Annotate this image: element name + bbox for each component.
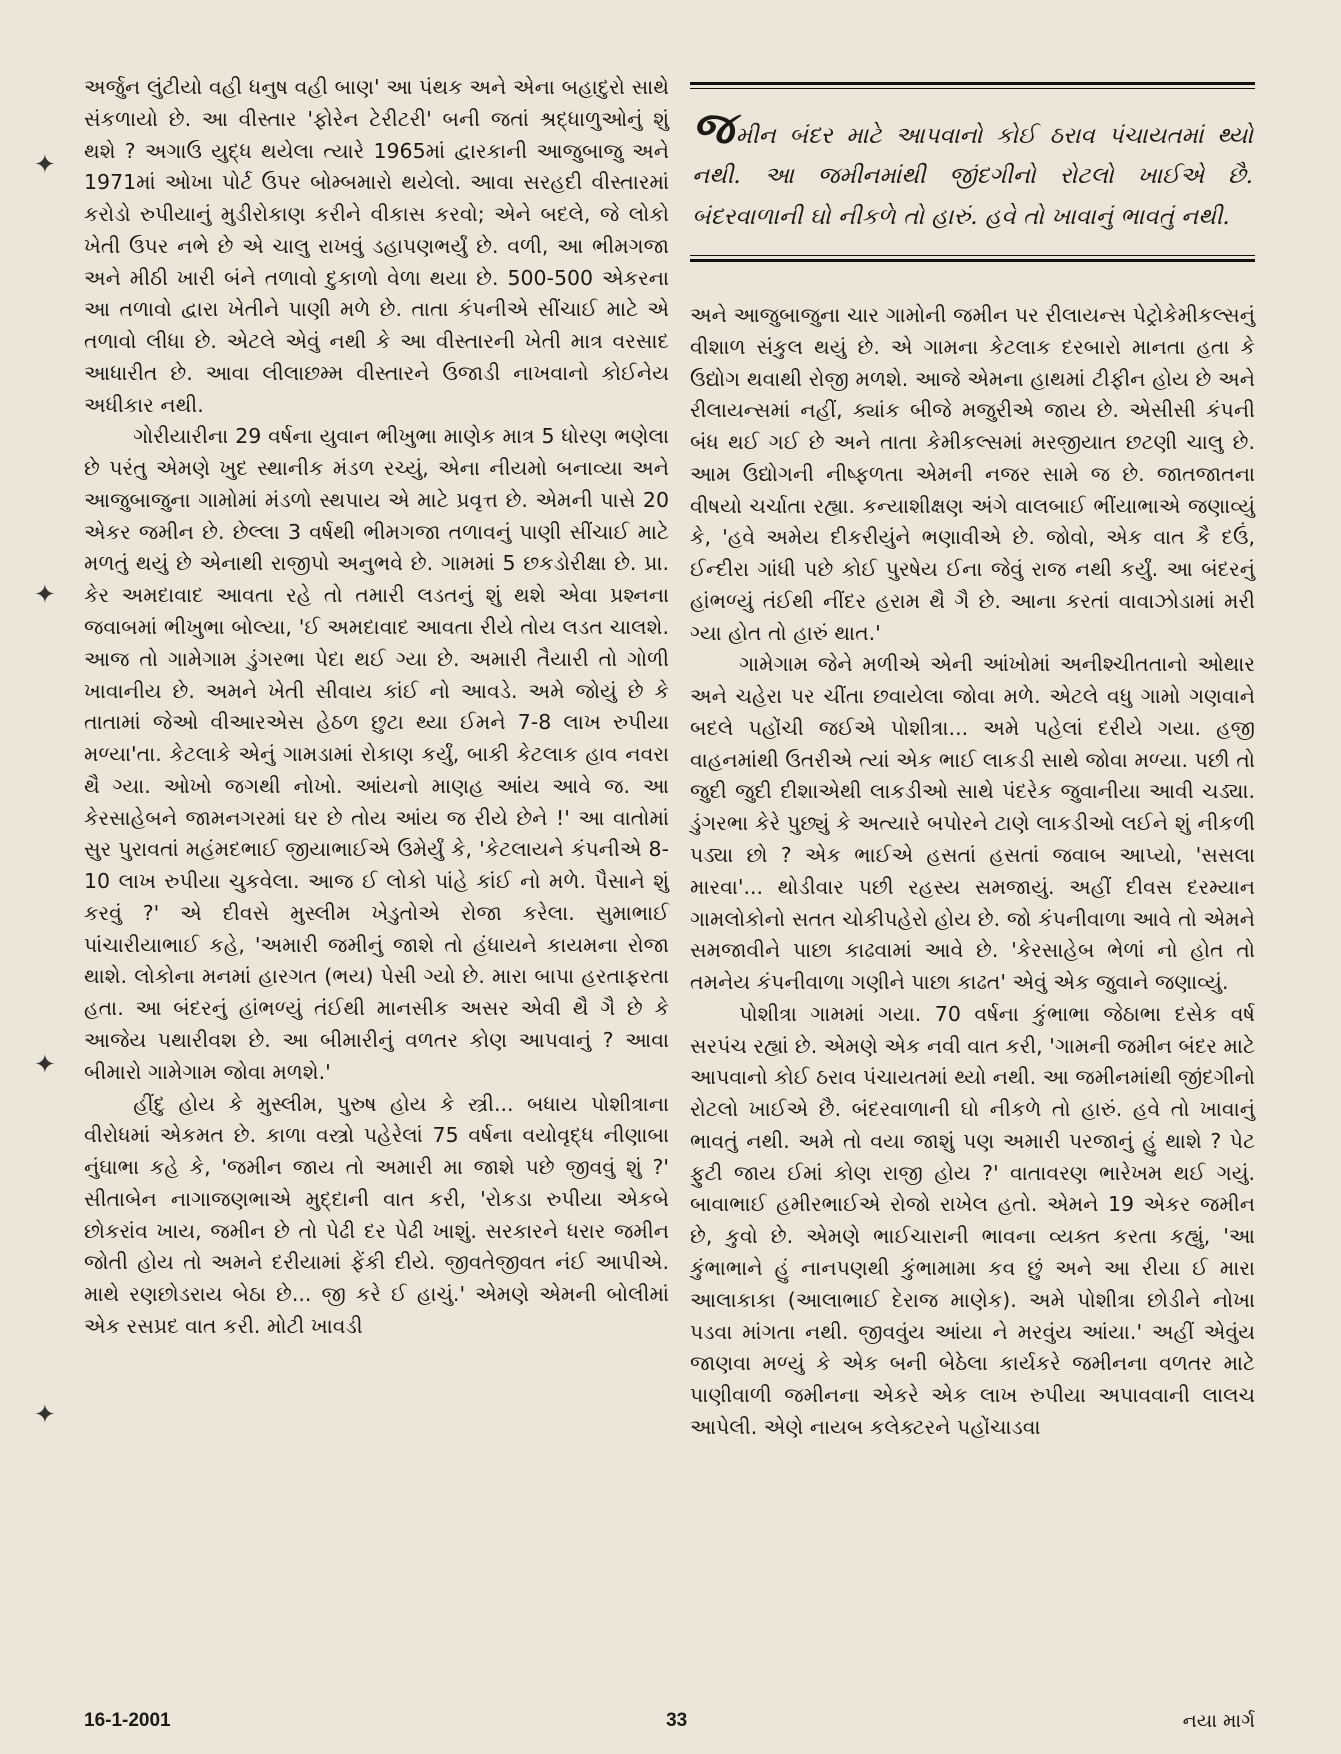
paragraph: પોશીત્રા ગામમાં ગયા. 70 વર્ષના કુંભાભા જેઠાભા દસેક વર્ષ સરપંચ રહ્યાં છે. એમણે એક નવી વાત કરી, 'ગામની જમીન બંદર માટે આપવાનો કોઈ ઠરાવ પંચાયતમાં થ્યો નથી. આ જમીનમાંથી જીંદગીનો રોટલો ખાઈએ છૈ. બંદરવાળાની ઘો નીકળે તો હારું. હવે તો ખાવાનું ભાવતું નથી. અમે તો વયા જાશું પણ અમારી પરજાનું હું થાશે ? પેટ ફુટી જાય ઈમાં કોણ રાજી હોય ?' વાતાવરણ ભારેખમ થઈ ગયું. બાવાભાઈ હમીરભાઈએ રોજો રાખેલ હતો. એમને 19 એકર જમીન છે, કુવો છે. એમણે ભાઈચારાની ભાવના વ્યક્ત કરતા કહ્યું, 'આ કુંભાભાને હું નાનપણથી કુંભામામા કવ છું અને આ રીયા ઈ મારા આલાકાકા (આલાભાઈ દેરાજ માણેક). અમે પોશીત્રા છોડીને નોખા પડવા માંગતા નથી. જીવવુંય આંયા ને મરવુંય આંયા.' અહીં એવુંય જાણવા મળ્યું કે એક બની બેઠેલા કાર્યકરે જમીનના વળતર માટે પાણીવાળી જમીનના એકરે એક લાખ રુપીયા અપાવવાની લાલચ આપેલી. એણે નાયબ કલેક્ટરને પહોંચાડવા (690, 1001, 1255, 1439)
page-footer (84, 1710, 1255, 1732)
right-column (690, 300, 1255, 1444)
pencil-mark-icon: ✦ (34, 580, 56, 610)
paragraph: ગામેગામ જેને મળીએ એની આંખોમાં અનીશ્ચીતતાનો ઓથાર અને ચહેરા પર ચીંતા છવાયેલા જોવા મળે. એટલે વધુ ગામો ગણવાને બદલે પહોંચી જઈએ પોશીત્રા... અમે પહેલાં દરીયે ગયા. હજી વાહનમાંથી ઉતરીએ ત્યાં એક ભાઈ લાકડી સાથે જોવા મળ્યા. પછી તો જુદી જુદી દીશાએથી લાકડીઓ સાથે પંદરેક જુવાનીયા આવી ચડ્યા. ડુંગરભા કેરે પુછ્યું કે અત્યારે બપોરને ટાણે લાકડીઓ લઈને શું નીકળી પડ્યા છો ? એક ભાઈએ હસતાં હસતાં જવાબ આપ્યો, 'સસલા મારવા'... થોડીવાર પછી રહસ્ય સમજાયું. અહીં દીવસ દરમ્યાન ગામલોકોનો સતત ચોકીપહેરો હોય છે. જો કંપનીવાળા આવે તો એમને સમજાવીને પાછા કાઢવામાં આવે છે. 'કેરસાહેબ ભેળાં નો હોત તો તમનેય કંપનીવાળા ગણીને પાછા કાઢત' એવું એક જુવાને જણાવ્યું. (690, 652, 1255, 995)
page-number: 33 (666, 1710, 688, 1731)
pencil-mark-icon: ✦ (34, 1050, 56, 1080)
magazine-name: નયા માર્ગ (1182, 1710, 1255, 1732)
divider (690, 82, 1255, 85)
pull-quote-dropcap: જ (692, 103, 734, 154)
divider (690, 259, 1255, 262)
left-column (84, 72, 669, 1343)
issue-date: 16-1-2001 (84, 1710, 171, 1731)
paragraph: હીંદુ હોય કે મુસ્લીમ, પુરુષ હોય કે સ્ત્રી... બધાય પોશીત્રાના વીરોધમાં એકમત છે. કાળા વસ્ત્રો પહેરેલાં 75 વર્ષના વયોવૃદ્ધ નીણાબા નુંઘાભા કહે કે, 'જમીન જાય તો અમારી મા જાશે પછે જીવવું શું ?' સીતાબેન નાગાજણભાએ મુદ્દાની વાત કરી, 'રોકડા રુપીયા એકબે છોકરાંવ ખાય, જમીન છે તો પેઢી દર પેઢી ખાશું. સરકારને ધરાર જમીન જોતી હોય તો અમને દરીયામાં ફેંકી દીયે. જીવતેજીવત નંઈ આપીએ. માથે રણછોડરાય બેઠા છે... જી કરે ઈ હાચું.' એમણે એમની બોલીમાં એક રસપ્રદ વાત કરી. મોટી ખાવડી (84, 1091, 669, 1338)
pencil-mark-icon: ✦ (34, 1400, 56, 1430)
pencil-mark-icon: ✦ (34, 150, 56, 180)
paragraph: અને આજુબાજુના ચાર ગામોની જમીન પર રીલાયન્સ પેટ્રોકેમીકલ્સનું વીશાળ સંકુલ થયું છે. એ ગામના કેટલાક દરબારો માનતા હતા કે ઉદ્યોગ થવાથી રોજી મળશે. આજે એમના હાથમાં ટીફીન હોય છે અને રીલાયન્સમાં નહીં, ક્યાંક બીજે મજુરીએ જાય છે. એસીસી કંપની બંધ થઈ ગઈ છે અને તાતા કેમીકલ્સમાં મરજીયાત છટણી ચાલુ છે. આમ ઉદ્યોગની નીષ્ફળતા એમની નજર સામે જ છે. જાતજાતના વીષયો ચર્ચાતા રહ્યા. કન્યાશીક્ષણ અંગે વાલબાઈ ભીંયાભાએ જણાવ્યું કે, 'હવે અમેય દીકરીયુંને ભણાવીએ છે. જોવો, એક વાત કૈ દઉં, ઈન્દીરા ગાંધી પછે કોઈ પુરષેય ઈના જેવું રાજ નથી કર્યું. આ બંદરનું હાંભળ્યું તંઈથી નીંદર હરામ થૈ ગૈ છે. આના કરતાં વાવાઝોડામાં મરી ગ્યા હોત તો હારું થાત.' (690, 303, 1255, 645)
pull-quote-body: મીન બંદર માટે આપવાનો કોઈ ઠરાવ પંચાયતમાં થ્યો નથી. આ જમીનમાંથી જીંદગીનો રોટલો ખાઈએ છૈ. બંદરવાળાની ઘો નીકળે તો હારું. હવે તો ખાવાનું ભાવતું નથી. (692, 123, 1253, 230)
paragraph: ગોરીયારીના 29 વર્ષના યુવાન ભીખુભા માણેક માત્ર 5 ધોરણ ભણેલા છે પરંતુ એમણે ખુદ સ્થાનીક મંડળ રચ્યું, એના નીયમો બનાવ્યા અને આજુબાજુના ગામોમાં મંડળો સ્થપાય એ માટે પ્રવૃત્ત છે. એમની પાસે 20 એકર જમીન છે. છેલ્લા 3 વર્ષથી ભીમગજા તળાવનું પાણી સીંચાઈ માટે મળતું થયું છે એનાથી રાજીપો અનુભવે છે. ગામમાં 5 છકડોરીક્ષા છે. પ્રા. કેર અમદાવાદ આવતા રહે તો તમારી લડતનું શું થશે એવા પ્રશ્નના જવાબમાં ભીખુભા બોલ્યા, 'ઈ અમદાવાદ આવતા રીયે તોય લડત ચાલશે. આજ તો ગામેગામ ડુંગરભા પેદા થઈ ગ્યા છે. અમારી તૈયારી તો ગોળી ખાવાનીય છે. અમને ખેતી સીવાય કાંઈ નો આવડે. અમે જોયું છે કે તાતામાં જેઓ વીઆરએસ હેઠળ છુટા થ્યા ઈમને 7-8 લાખ રુપીયા મળ્યા'તા. કેટલાકે એનું ગામડામાં રોકાણ કર્યું, બાકી કેટલાક હાવ નવરા થૈ ગ્યા. ઓખો જગથી નોખો. આંયનો માણહ આંય આવે જ. આ કેરસાહેબને જામનગરમાં ઘર છે તોય આંય જ રીયે છેને !' આ વાતોમાં સુર પુરાવતાં મહંમદભાઈ જીયાભાઈએ ઉમેર્યું કે, 'કેટલાયને કંપનીએ 8-10 લાખ રુપીયા ચુકવેલા. આજ ઈ લોકો પાંહે કાંઈ નો મળે. પૈસાને શું કરવું ?' એ દીવસે મુસ્લીમ ખેડુતોએ રોજા કરેલા. સુમાભાઈ પાંચારીયાભાઈ કહે, 'અમારી જમીનું જાશે તો હંધાયને કાયમના રોજા થાશે. લોકોના મનમાં હારગત (ભય) પેસી ગ્યો છે. મારા બાપા હરતાફરતા હતા. આ બંદરનું હાંભળ્યું તંઈથી માનસીક અસર એવી થૈ ગૈ છે કે આજેય પથારીવશ છે. આ બીમારીનું વળતર કોણ આપવાનું ? આવા બીમારો ગામેગામ જોવા મળશે.' (84, 424, 669, 1084)
pull-quote-text (690, 89, 1255, 255)
paragraph: અર્જુન લુંટીયો વહી ધનુષ વહી બાણ' આ પંથક અને એના બહાદુરો સાથે સંકળાયો છે. આ વીસ્તાર 'ફોરેન ટેરીટરી' બની જતાં શ્રદ્ધાળુઓનું શું થશે ? અગાઉ યુદ્ધ થયેલા ત્યારે 1965માં દ્વારકાની આજુબાજુ અને 1971માં ઓખા પોર્ટ ઉપર બોમ્બમારો થયેલો. આવા સરહદી વીસ્તારમાં કરોડો રુપીયાનું મુડીરોકાણ કરીને વીકાસ કરવો; એને બદલે, જે લોકો ખેતી ઉપર નભે છે એ ચાલુ રાખવું ડહાપણભર્યું છે. વળી, આ ભીમગજા અને મીઠી ખારી બંને તળાવો દુકાળો વેળા થયા છે. 500-500 એકરના આ તળાવો દ્વારા ખેતીને પાણી મળે છે. તાતા કંપનીએ સીંચાઈ માટે એ તળાવો લીધા છે. એટલે એવું નથી કે આ વીસ્તારની ખેતી માત્ર વરસાદ આધારીત છે. આવા લીલાછમ્મ વીસ્તારને ઉજાડી નાખવાનો કોઈનેય અધીકાર નથી. (84, 75, 669, 417)
pull-quote (690, 68, 1255, 278)
divider (690, 255, 1255, 256)
